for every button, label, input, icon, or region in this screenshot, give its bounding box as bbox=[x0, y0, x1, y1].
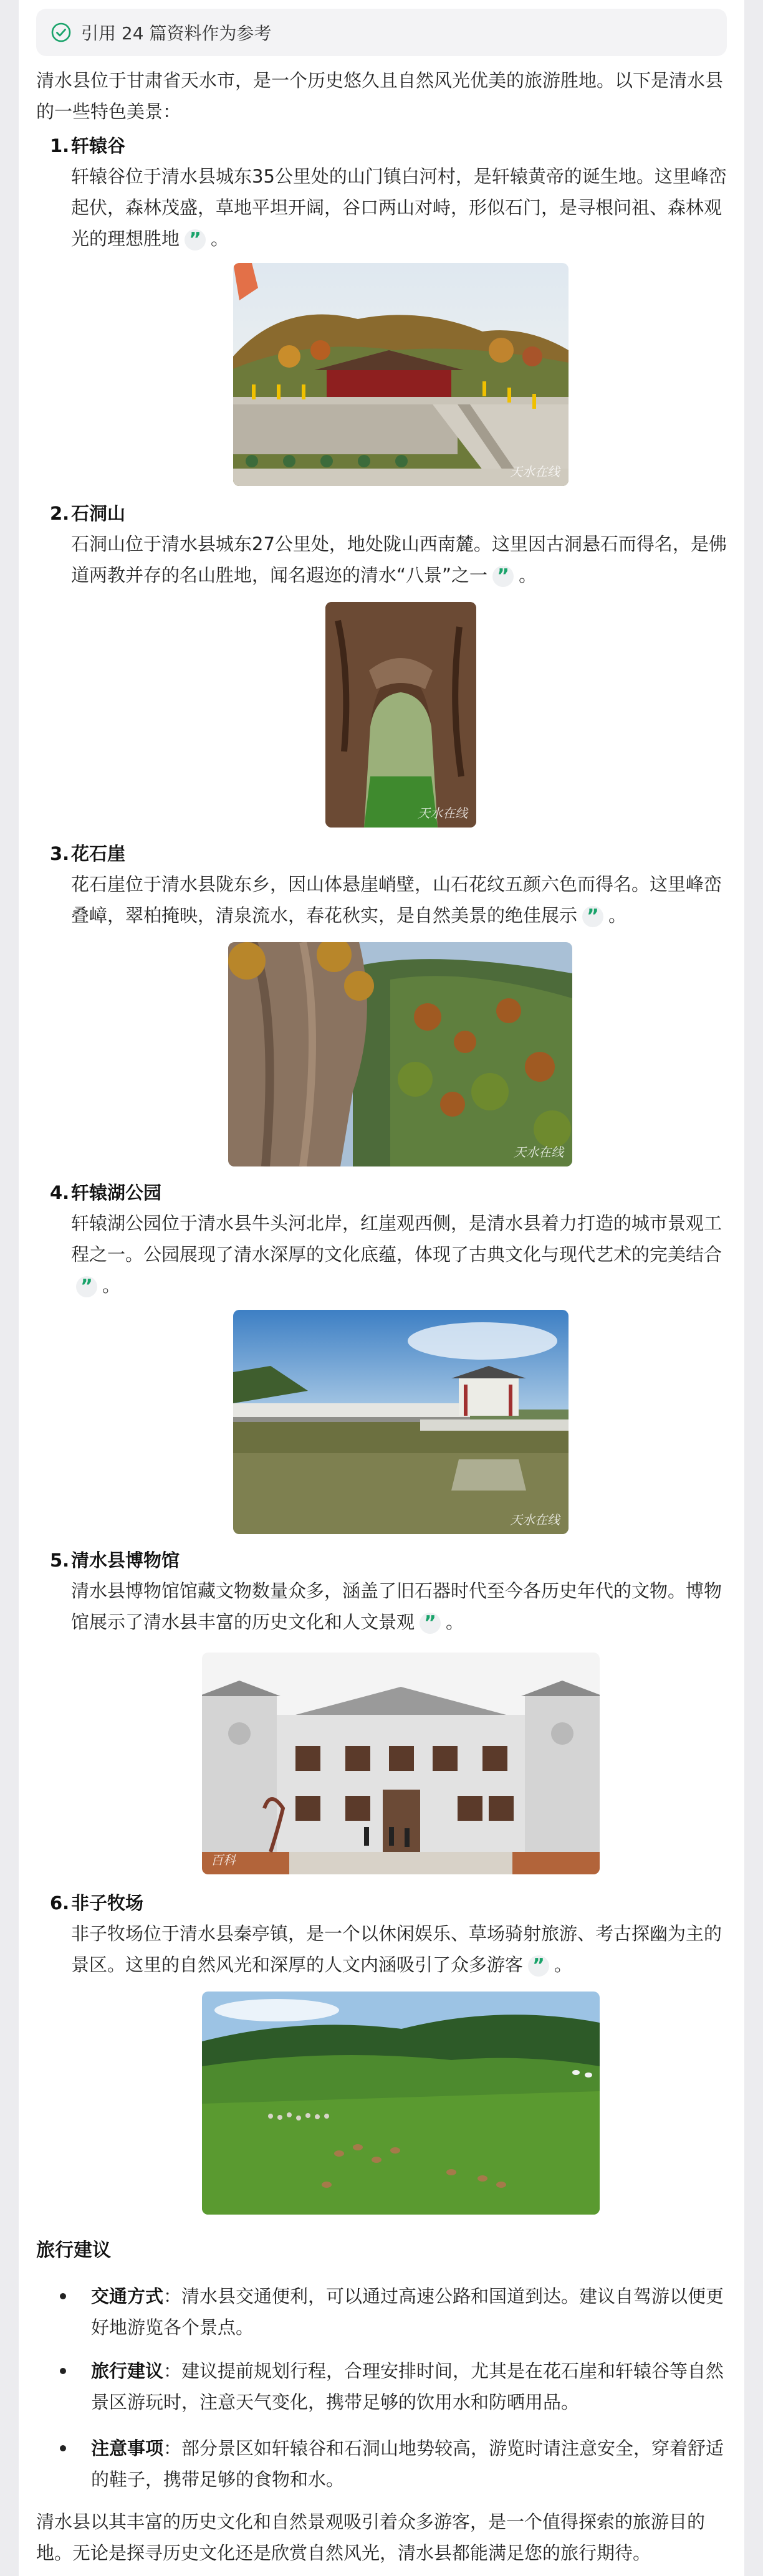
citation-icon[interactable]: ” bbox=[76, 1276, 97, 1297]
attraction-item bbox=[50, 131, 729, 254]
reference-summary[interactable] bbox=[36, 9, 727, 56]
citation-icon[interactable]: ” bbox=[420, 1613, 441, 1634]
attraction-description: 轩辕湖公园位于清水县牛头河北岸，红崖观西侧，是清水县着力打造的城市景观工程之一。公园展现了清水深厚的文化底蕴，体现了古典文化与现代艺术的完美结合” 。 bbox=[71, 1213, 722, 1297]
chat-response-panel bbox=[19, 0, 744, 2576]
attraction-description: 非子牧场位于清水县秦亭镇，是一个以休闲娱乐、草场骑射旅游、考古探幽为主的景区。这里的自然风光和深厚的人文内涵吸引了众多游客 ” 。 bbox=[71, 1923, 722, 1977]
travel-advice-heading: 旅行建议 bbox=[36, 2240, 111, 2261]
attraction-description: 清水县博物馆馆藏文物数量众多，涵盖了旧石器时代至今各历史年代的文物。博物馆展示了清水县丰富的历史文化和人文景观 ” 。 bbox=[71, 1580, 722, 1634]
attraction-title: 3.花石崖 bbox=[50, 843, 126, 864]
attraction-photo[interactable] bbox=[228, 942, 572, 1166]
attraction-description: 石洞山位于清水县城东27公里处，地处陇山西南麓。这里因古洞悬石而得名，是佛道两教并存的名山胜地，闻名遐迩的清水“八景”之一 ” 。 bbox=[71, 533, 727, 587]
intro-paragraph: 清水县位于甘肃省天水市，是一个历史悠久且自然风光优美的旅游胜地。以下是清水县的一些特色美景： bbox=[36, 70, 724, 122]
photo-watermark: 天水在线 bbox=[418, 806, 468, 821]
citation-icon[interactable]: ” bbox=[185, 229, 206, 250]
attraction-photo[interactable] bbox=[233, 263, 569, 486]
attraction-description: 轩辕谷位于清水县城东35公里处的山门镇白河村，是轩辕黄帝的诞生地。这里峰峦起伏，森林茂盛，草地平坦开阔，谷口两山对峙，形似石门，是寻根问祖、森林观光的理想胜地 ” 。 bbox=[71, 166, 727, 250]
photo-watermark: 百科 bbox=[211, 1853, 236, 1868]
bullet-dot bbox=[60, 2445, 66, 2451]
attraction-title: 5.清水县博物馆 bbox=[50, 1550, 180, 1571]
advice-bullet: 注意事项：部分景区如轩辕谷和石洞山地势较高，游览时请注意安全，穿着舒适的鞋子，携带足够的食物和水。 bbox=[50, 2433, 729, 2495]
attraction-description: 花石崖位于清水县陇东乡，因山体悬崖峭壁，山石花纹五颜六色而得名。这里峰峦叠嶂，翠柏掩映，清泉流水，春花秋实，是自然美景的绝佳展示 ” 。 bbox=[71, 874, 722, 927]
attraction-item bbox=[50, 499, 729, 591]
attraction-photo[interactable] bbox=[202, 1653, 600, 1874]
attraction-item bbox=[50, 1888, 729, 1980]
photo-watermark: 天水在线 bbox=[510, 464, 560, 479]
attraction-title: 1.轩辕谷 bbox=[50, 135, 126, 156]
bullet-dot bbox=[60, 2293, 66, 2299]
attraction-title: 2.石洞山 bbox=[50, 503, 126, 524]
conclusion-paragraph: 清水县以其丰富的历史文化和自然景观吸引着众多游客，是一个值得探索的旅游目的地。无论是探寻历史文化还是欣赏自然风光，清水县都能满足您的旅行期待。 bbox=[36, 2511, 706, 2564]
reference-text: 引用 24 篇资料作为参考 bbox=[81, 23, 272, 44]
photo-watermark: 天水在线 bbox=[514, 1145, 564, 1160]
attraction-photo[interactable] bbox=[202, 1992, 600, 2215]
attraction-photo[interactable] bbox=[233, 1310, 569, 1534]
photo-watermark: 天水在线 bbox=[510, 1512, 560, 1527]
bullet-dot bbox=[60, 2368, 66, 2374]
citation-icon[interactable]: ” bbox=[528, 1955, 549, 1977]
advice-bullet: 旅行建议：建议提前规划行程，合理安排时间，尤其是在花石崖和轩辕谷等自然景区游玩时，注意天气变化，携带足够的饮用水和防晒用品。 bbox=[50, 2355, 729, 2418]
citation-icon[interactable]: ” bbox=[492, 566, 514, 587]
advice-bullet: 交通方式：清水县交通便利，可以通过高速公路和国道到达。建议自驾游以便更好地游览各个景点。 bbox=[50, 2281, 729, 2343]
attraction-title: 4.轩辕湖公园 bbox=[50, 1182, 162, 1203]
citation-icon[interactable]: ” bbox=[582, 906, 603, 927]
attraction-item bbox=[50, 1178, 729, 1301]
attraction-photo[interactable] bbox=[325, 602, 476, 828]
check-circle-icon bbox=[50, 21, 72, 44]
attraction-title: 6.非子牧场 bbox=[50, 1892, 144, 1914]
attraction-item bbox=[50, 1545, 729, 1638]
attraction-item bbox=[50, 839, 729, 931]
